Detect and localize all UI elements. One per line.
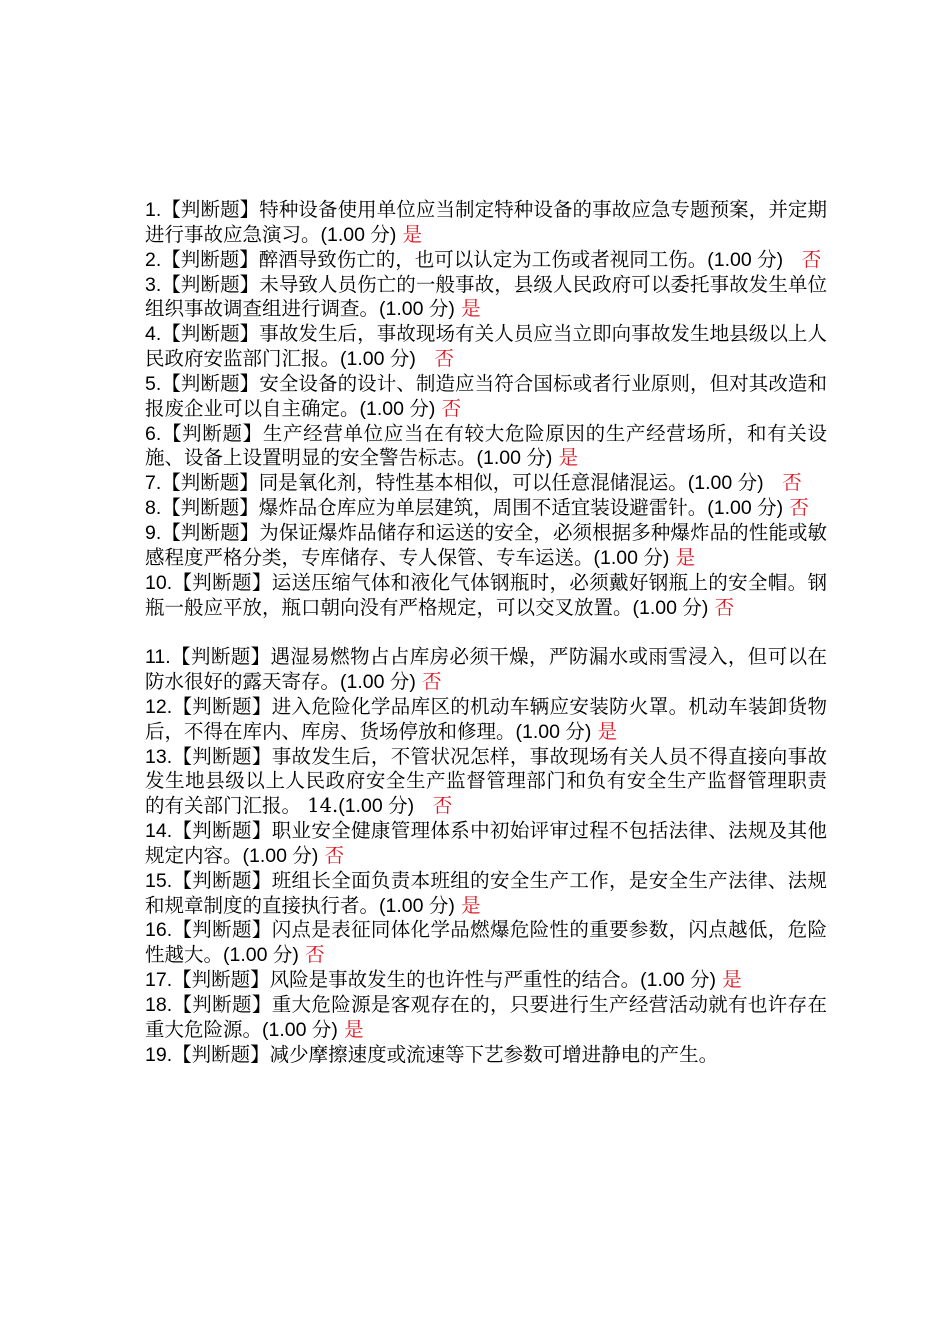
question-number: 18. xyxy=(145,994,173,1016)
question-number: 6. xyxy=(145,422,162,445)
question-text: 重大危险源是客观存在的，只要进行生产经营活动就有也许存在重大危险源。 xyxy=(145,993,827,1041)
question-answer: 否 xyxy=(305,943,325,967)
question-answer: 否 xyxy=(434,347,454,371)
question-type: 【判断题】 xyxy=(172,1042,270,1066)
question-type: 【判断题】 xyxy=(161,198,260,221)
question-answer: 否 xyxy=(422,670,442,694)
question-type: 【判断题】 xyxy=(172,918,272,942)
question-type: 【判断题】 xyxy=(172,968,270,992)
question-score: (1.00 分) xyxy=(379,894,455,917)
question-number: 11. xyxy=(145,646,171,669)
question-number: 1. xyxy=(145,199,162,221)
question-number: 16. xyxy=(145,919,173,942)
question-item xyxy=(145,571,827,621)
question-list xyxy=(145,198,827,1068)
question-answer: 否 xyxy=(789,496,809,520)
question-answer: 是 xyxy=(461,297,481,321)
question-item xyxy=(145,322,827,372)
question-item xyxy=(145,968,827,993)
question-text: 运送压缩气体和液化气体钢瓶时，必须戴好钢瓶上的安全帽。钢瓶一般应平放，瓶口朝向没有严格规定，可以交叉放置。 xyxy=(145,570,827,619)
question-answer: 否 xyxy=(432,794,453,818)
question-answer: 否 xyxy=(324,843,345,867)
question-text: 特种设备使用单位应当制定特种设备的事故应急专题预案，并定期进行事故应急演习。 xyxy=(145,198,827,246)
question-item xyxy=(145,745,827,820)
question-type: 【判断题】 xyxy=(172,993,272,1016)
question-number: 12. xyxy=(145,695,173,718)
question-score: (1.00 分) xyxy=(379,298,455,321)
question-score: (1.00 分) xyxy=(707,248,784,271)
question-answer: 是 xyxy=(675,545,696,569)
question-type: 【判断题】 xyxy=(172,744,272,768)
question-score: (1.00 分) xyxy=(340,348,416,371)
question-number: 13. xyxy=(145,745,173,768)
question-answer: 是 xyxy=(558,446,579,470)
question-score: (1.00 分) xyxy=(632,596,709,619)
question-item xyxy=(145,273,827,323)
question-text: 职业安全健康管理体系中初始评审过程不包括法律、法规及其他规定内容。 xyxy=(145,819,827,867)
question-number: 14. xyxy=(145,820,173,843)
question-type: 【判断题】 xyxy=(161,247,259,271)
question-type: 【判断题】 xyxy=(172,868,272,892)
question-item xyxy=(145,422,827,472)
question-score: (1.00 分) xyxy=(262,1018,338,1041)
question-number: 2. xyxy=(145,248,162,271)
question-number: 3. xyxy=(145,273,162,296)
question-type: 【判断题】 xyxy=(161,496,259,520)
question-number: 9. xyxy=(145,521,162,544)
question-score: (1.00 分) xyxy=(320,223,397,246)
question-text: 未导致人员伤亡的一般事故，县级人民政府可以委托事故发生单位组织事故调查组进行调查。 xyxy=(145,272,827,321)
question-item xyxy=(145,372,827,422)
question-item xyxy=(145,645,827,695)
question-type: 【判断题】 xyxy=(172,570,272,594)
question-text: 事故发生后，事故现场有关人员应当立即向事故发生地县级以上人民政府安监部门汇报。 xyxy=(145,322,827,371)
question-score: (1.00 分) xyxy=(476,447,553,470)
question-item xyxy=(145,819,827,869)
question-type: 【判断题】 xyxy=(170,645,271,669)
question-type: 【判断题】 xyxy=(161,371,260,395)
question-text: 为保证爆炸品储存和运送的安全，必须根据多种爆炸品的性能或敏感程度严格分类，专库储存、专人保管、专车运送。 xyxy=(145,520,827,569)
question-text: 爆炸品仓库应为单层建筑，周围不适宜装设避雷针。 xyxy=(258,496,708,520)
question-score: (1.00 分) xyxy=(242,844,319,867)
question-item xyxy=(145,695,827,745)
question-score: (1.00 分) xyxy=(340,671,416,694)
question-score: (1.00 分) xyxy=(359,397,436,420)
question-answer: 否 xyxy=(801,247,822,271)
question-type: 【判断题】 xyxy=(161,421,263,445)
answer-separator xyxy=(764,471,783,494)
question-text: 醉酒导致伤亡的，也可以认定为工伤或者视同工伤。 xyxy=(258,247,708,271)
question-item xyxy=(145,1043,827,1068)
question-answer: 是 xyxy=(461,893,481,917)
question-number: 4. xyxy=(145,323,162,346)
question-number: 5. xyxy=(145,372,162,395)
question-score: (1.00 分) xyxy=(707,497,784,520)
question-text: 闪点是表征同体化学品燃爆危险性的重要参数，闪点越低，危险性越大。 xyxy=(145,918,827,967)
question-text: 同是氧化剂，特性基本相似，可以任意混储混运。 xyxy=(258,471,688,495)
question-number: 10. xyxy=(145,571,173,594)
question-text: 遇湿易燃物占占库房必须干燥，严防漏水或雨雪浸入，但可以在防水很好的露天寄存。 xyxy=(145,645,827,694)
question-text: 生产经营单位应当在有较大危险原因的生产经营场所，和有关设施、设备上设置明显的安全警告标志。 xyxy=(145,421,827,470)
question-answer: 是 xyxy=(402,222,423,246)
question-number: 7. xyxy=(145,472,162,495)
question-type: 【判断题】 xyxy=(172,694,272,718)
question-type: 【判断题】 xyxy=(161,471,259,495)
question-score: (1.00 分) xyxy=(687,472,764,495)
question-text: 安全设备的设计、制造应当符合国标或者行业原则，但对其改造和报废企业可以自主确定。 xyxy=(145,371,827,420)
question-answer: 是 xyxy=(722,968,742,992)
question-item xyxy=(145,471,827,496)
question-item xyxy=(145,869,827,919)
question-answer: 是 xyxy=(597,719,618,743)
question-text: 风险是事故发生的也许性与严重性的结合。 xyxy=(269,968,641,992)
answer-separator xyxy=(783,248,802,271)
question-item xyxy=(145,521,827,571)
question-answer: 否 xyxy=(782,471,802,495)
question-score: (1.00 分) xyxy=(593,546,670,569)
question-item xyxy=(145,993,827,1043)
question-text: 进入危险化学品库区的机动车辆应安装防火罩。机动车装卸货物后，不得在库内、库房、货场停放和修理。 xyxy=(145,694,827,743)
question-number: 8. xyxy=(145,497,162,520)
question-type: 【判断题】 xyxy=(161,272,260,296)
answer-separator xyxy=(414,794,433,817)
question-item xyxy=(145,198,827,248)
question-number: 17. xyxy=(145,969,173,992)
question-score: (1.00 分) xyxy=(223,944,299,967)
question-score: (1.00 分) xyxy=(515,720,592,743)
question-item xyxy=(145,496,827,521)
question-answer: 否 xyxy=(441,396,462,420)
question-answer: 否 xyxy=(714,595,735,619)
question-text: 减少摩擦速度或流速等下艺参数可增进静电的产生。 xyxy=(269,1042,719,1066)
answer-separator xyxy=(416,347,435,370)
question-number: 19. xyxy=(145,1043,173,1066)
question-type: 【判断题】 xyxy=(161,322,260,346)
question-score: (1.00 分) xyxy=(640,969,716,992)
question-score: (1.00 分) xyxy=(338,795,415,818)
question-answer: 是 xyxy=(344,1017,364,1041)
question-number: 15. xyxy=(145,869,173,892)
question-type: 【判断题】 xyxy=(161,520,260,544)
question-type: 【判断题】 xyxy=(172,819,272,843)
question-text: 事故发生后，不管状况怎样，事故现场有关人员不得直接向事故发生地县级以上人民政府安全生产监督管理部门和负有安全生产监督管理职责的有关部门汇报。 14. xyxy=(145,744,827,818)
question-text: 班组长全面负责本班组的安全生产工作，是安全生产法律、法规和规章制度的直接执行者。 xyxy=(145,868,827,917)
question-item xyxy=(145,248,827,273)
question-item xyxy=(145,918,827,968)
